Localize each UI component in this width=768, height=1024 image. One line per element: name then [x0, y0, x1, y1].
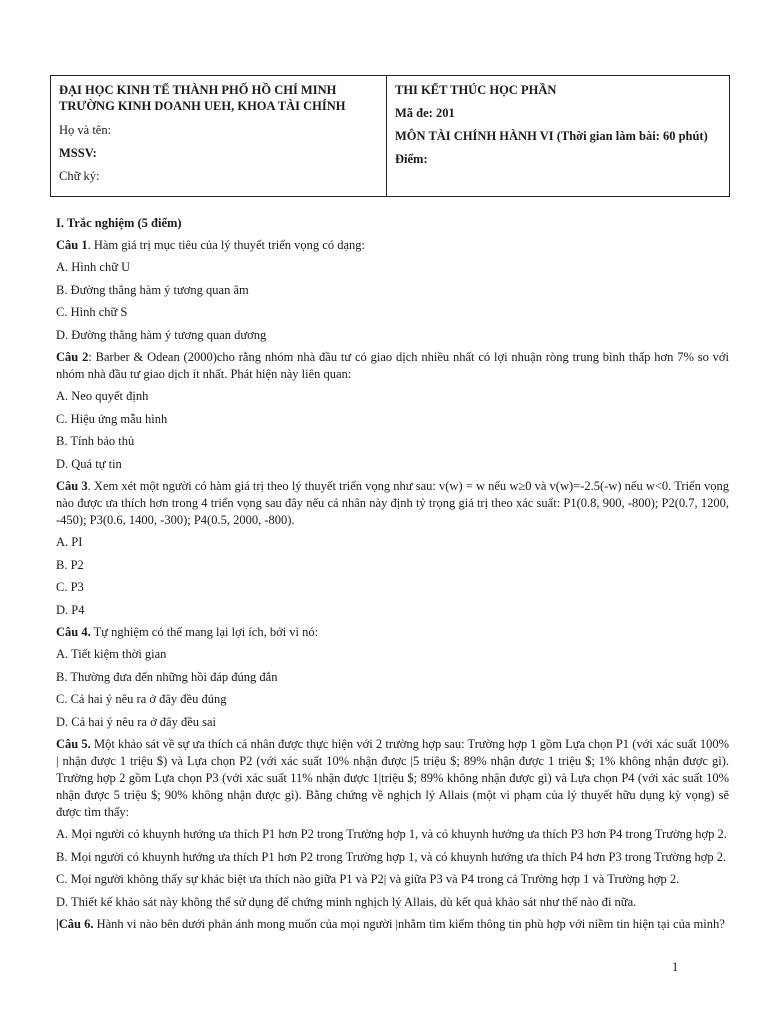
option: A. PI [56, 535, 83, 549]
university-title: ĐẠI HỌC KINH TẾ THÀNH PHỐ HỒ CHÍ MINH TRƯỜNG KINH DOANH UEH, KHOA TÀI CHÍNH [59, 83, 346, 113]
question-label: Câu 3 [56, 479, 88, 493]
question-label: Câu 5. [56, 737, 91, 751]
score-label: Điểm: [395, 152, 428, 166]
page-number: 1 [672, 960, 679, 974]
option: B. Thường đưa đến những hồi đáp đúng đắn [56, 669, 278, 684]
question-text: . Hàm giá trị mục tiêu của lý thuyết triển vọng có dạng: [87, 238, 365, 252]
exam-code: Mã đe: 201 [395, 106, 455, 120]
option: A. Tiết kiệm thời gian [56, 647, 167, 661]
option: A. Mọi người có khuynh hướng ưa thích P1 hơn P2 trong Trường hợp 1, và có khuynh hướng ưa thích P3 hơn P4 trong Trường hợp 2. [56, 827, 727, 841]
question-label: Câu 1 [56, 238, 88, 252]
option: C. Hiệu ứng mẫu hình [56, 411, 168, 426]
question-text: : Barber & Odean (2000)cho rằng nhóm nhà đầu tư có giao dịch nhiều nhất có lợi nhuận ròng trung bình thấp hơn 7% so với nhóm nhà đầu tư giao dịch ít nhất. Phát hiện này liên quan: [56, 350, 729, 381]
question-4 [56, 624, 729, 731]
question-text: Hành vi nào bên dưới phản ánh mong muốn của mọi người |nhằm tìm kiếm thông tin phù hợp với niềm tin hiện tại của mình? [93, 917, 725, 931]
option: D. Đường thẳng hàm ý tương quan dương [56, 327, 267, 342]
question-label: Câu 2 [56, 350, 89, 364]
option: B. Đường thẳng hàm ý tương quan âm [56, 282, 249, 297]
question-6 [56, 916, 729, 933]
subject-title: MÔN TÀI CHÍNH HÀNH VI (Thời gian làm bài: 60 phút) [395, 129, 708, 143]
question-5 [56, 736, 729, 911]
option: C. Hình chữ S [56, 305, 128, 319]
section-title: I. Trắc nghiệm (5 điểm) [56, 216, 182, 230]
student-name-label: Họ và tên: [59, 123, 112, 137]
question-2 [56, 349, 729, 473]
option: B. Tính bảo thủ [56, 434, 135, 448]
option: B. P2 [56, 557, 84, 572]
question-1 [56, 237, 729, 344]
question-text: Một khảo sát về sự ưa thích cá nhân được thực hiện với 2 trường hợp sau: Trường hợp 1 gồm Lựa chọn P1 (với xác suất 100% | nhận được 1 triệu $) và Lựa chọn P2 (với xác suất 10% nhận được |5 triệu $; 89% nhận được 1 triệu $; 1% không nhận được gì). Trường hợp 2 gồm Lựa chọn P3 (với xác suất 11% nhận được 1|triệu $; 89% không nhận được gì) và Lựa chọn P4 (với xác suất 10% nhận được 5 triệu $; 90% không nhận được gì). Bằng chứng về nghịch lý Allais (một vi phạm của lý thuyết hữu dụng kỳ vọng) sẽ được tìm thấy: [56, 737, 729, 819]
option: B. Mọi người có khuynh hướng ưa thích P1 hơn P2 trong Trường hợp 1, và có khuynh hướng ưa thích P4 hơn P3 trong Trường hợp 2. [56, 849, 727, 864]
question-text: Tự nghiệm có thể mang lại lợi ích, bởi vì nó: [90, 625, 319, 639]
option: D. P4 [56, 602, 85, 617]
question-text: . Xem xét một người có hàm giá trị theo lý thuyết triển vọng như sau: v(w) = w nếu w≥0 và v(w)=-2.5(-w) nếu w<0. Triển vọng nào được ưa thích hơn trong 4 triển vọng sau đây nếu cá nhân này định tỷ trọng giá trị theo xác suất: P1(0.8, 900, -800); P2(0.7, 1200, -450); P3(0.6, 1400, -300); P4(0.5, 2000, -800). [56, 479, 729, 527]
exam-content [56, 215, 729, 938]
header-right-cell [387, 76, 729, 196]
option: C. Mọi người không thấy sự khác biệt ưa thích nào giữa P1 và P2| và giữa P3 và P4 trong cả Trường hợp 1 và Trường hợp 2. [56, 872, 680, 886]
option: A. Neo quyết định [56, 389, 149, 403]
option: D. Cả hai ý nêu ra ở đây đều sai [56, 714, 217, 729]
option: D. Quá tự tin [56, 456, 122, 471]
question-3 [56, 478, 729, 619]
question-label: |Câu 6. [56, 917, 94, 931]
student-id-label: MSSV: [59, 146, 97, 160]
exam-header-table [50, 75, 730, 197]
option: A. Hình chữ U [56, 260, 131, 274]
option: C. Cả hai ý nêu ra ở đây đều đúng [56, 692, 227, 706]
option: C. P3 [56, 580, 84, 594]
option: D. Thiết kế khảo sát này không thể sử dụng để chứng minh nghịch lý Allais, dù kết quả khảo sát như thế nào đi nữa. [56, 894, 637, 909]
question-label: Câu 4. [56, 625, 91, 639]
exam-title: THI KẾT THÚC HỌC PHẦN [395, 83, 557, 97]
signature-label: Chữ ký: [59, 169, 100, 183]
header-left-cell [51, 76, 387, 196]
